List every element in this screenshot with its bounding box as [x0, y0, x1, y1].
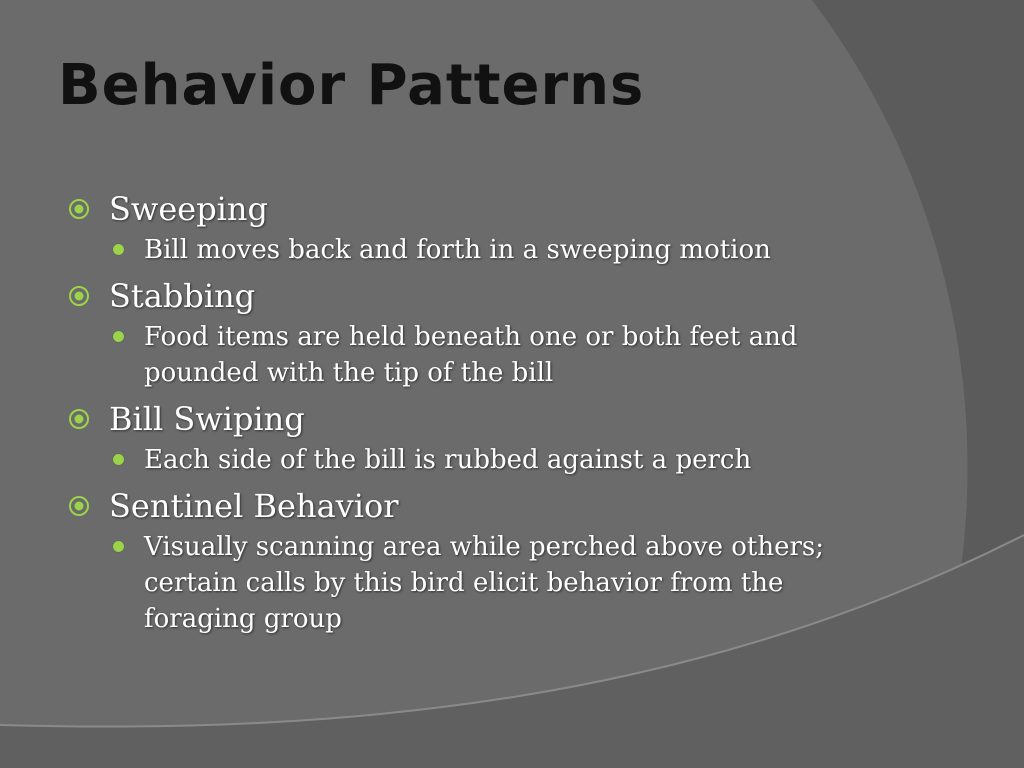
bullet-heading: Sweeping	[109, 190, 268, 228]
slide-title: Behavior Patterns	[58, 53, 645, 118]
sub-bullet-text: Visually scanning area while perched above others; certain calls by this bird elicit behavior from the foraging group	[144, 532, 824, 634]
dot-bullet-icon	[113, 331, 124, 342]
bullet-heading: Sentinel Behavior	[109, 487, 399, 525]
bullet-item-bill-swiping	[68, 397, 888, 441]
bullet-heading: Stabbing	[109, 277, 256, 315]
circle-bullet-icon	[68, 495, 90, 517]
sub-bullet-item	[113, 529, 869, 637]
bullet-heading: Bill Swiping	[109, 400, 305, 438]
dot-bullet-icon	[113, 244, 124, 255]
sub-bullet-text: Bill moves back and forth in a sweeping motion	[144, 235, 771, 265]
bullet-list	[68, 183, 888, 643]
circle-bullet-icon	[68, 408, 90, 430]
circle-bullet-icon	[68, 198, 90, 220]
circle-bullet-icon	[68, 285, 90, 307]
sub-bullet-text: Each side of the bill is rubbed against a perch	[144, 445, 752, 475]
sub-bullet-item	[113, 442, 888, 478]
dot-bullet-icon	[113, 454, 124, 465]
sub-bullet-item	[113, 232, 888, 268]
bullet-item-stabbing	[68, 274, 888, 318]
dot-bullet-icon	[113, 541, 124, 552]
bullet-item-sentinel-behavior	[68, 484, 888, 528]
bullet-item-sweeping	[68, 187, 888, 231]
sub-bullet-item	[113, 319, 844, 391]
sub-bullet-text: Food items are held beneath one or both feet and pounded with the tip of the bill	[144, 322, 798, 388]
